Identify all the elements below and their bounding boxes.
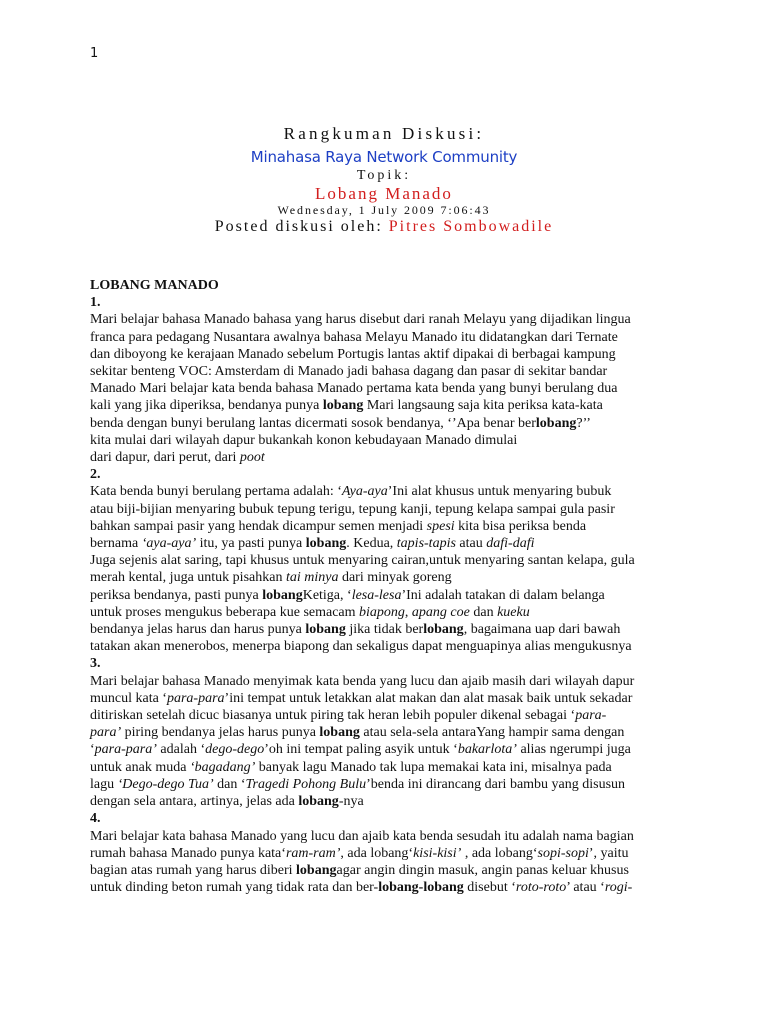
text-line: [90, 466, 690, 483]
bold-text: 3.: [90, 656, 101, 672]
text-span: , ada lobang‘: [340, 845, 414, 861]
bold-text: lobang: [296, 862, 337, 878]
post-date: Wednesday, 1 July 2009 7:06:43: [277, 203, 491, 217]
text-line: [90, 483, 690, 500]
bold-text: lobang: [305, 536, 347, 552]
text-span: kita mulai dari wilayah dapur bukankah konon kebudayaan Manado dimulai: [90, 432, 518, 448]
italic-text: Tragedi Pohong Bulu: [245, 776, 367, 792]
text-span: , ada lobang‘: [461, 845, 538, 861]
author-name: Pitres Sombowadile: [388, 218, 554, 235]
italic-text: kueku: [497, 604, 530, 620]
bold-text: lobang: [322, 398, 364, 414]
topic-title: Lobang Manado: [315, 184, 453, 203]
text-span: sekitar benteng VOC: Amsterdam di Manado jadi bahasa dagang dan pasar di sekitar bandar: [90, 364, 608, 380]
text-line: [90, 552, 690, 569]
bold-text: lobang-lobang: [378, 880, 464, 896]
text-line: [90, 294, 690, 311]
italic-text: para-para’: [94, 742, 157, 758]
text-span: piring bendanya jelas harus punya: [121, 725, 320, 741]
community-name: Minahasa Raya Network Community: [250, 148, 518, 166]
italic-text: lesa-lesa: [351, 587, 402, 603]
text-line: [90, 415, 690, 432]
text-span: kali yang jika diperiksa, bendanya punya: [90, 398, 323, 414]
bold-text: lobang: [298, 794, 339, 810]
text-span: franca para pedagang Nusantara awalnya bahasa Melayu Manado itu didatangkan dari Ternate: [90, 329, 618, 345]
text-span: lagu: [90, 776, 118, 792]
italic-text: apang coe: [411, 604, 470, 620]
italic-text: roto-roto: [515, 880, 567, 896]
italic-text: ‘aya-aya’: [141, 536, 197, 552]
text-span: bahkan sampai pasir yang hendak dicampur semen menjadi: [90, 518, 427, 534]
text-span: ?’’: [576, 415, 591, 431]
text-line: [90, 535, 690, 552]
text-span: kita bisa periksa benda: [454, 518, 587, 534]
text-line: [90, 604, 690, 621]
text-span: ’oh ini tempat paling asyik untuk ‘: [264, 742, 458, 758]
text-line: [90, 432, 690, 449]
text-span: merah kental, juga untuk pisahkan: [90, 570, 286, 586]
bold-text: lobang: [262, 587, 303, 603]
text-line: [90, 741, 690, 758]
text-line: [90, 311, 690, 328]
text-span: dari dapur, dari perut, dari: [90, 450, 240, 466]
text-span: ditiriskan setelah dicuc biasanya untuk piring tak heran lebih populer dikenal sebagai ‘: [90, 708, 576, 724]
article-heading-text: LOBANG MANADO: [90, 278, 219, 293]
text-line: [90, 363, 690, 380]
article-body: [90, 277, 690, 896]
posted-by-line: [0, 218, 768, 236]
text-span: bernama: [90, 536, 142, 552]
italic-text: biapong: [359, 604, 405, 620]
text-line: [90, 724, 690, 741]
article-heading: [90, 277, 690, 294]
article-lines: [90, 294, 690, 896]
italic-text: ‘Dego-dego Tua’: [117, 776, 214, 792]
posted-label: Posted diskusi oleh:: [214, 218, 389, 235]
text-span: ,: [404, 604, 412, 620]
text-line: [90, 793, 690, 810]
text-span: jika tidak ber: [345, 622, 424, 638]
text-span: itu, ya pasti punya: [196, 536, 306, 552]
text-span: untuk anak muda: [90, 759, 190, 775]
bold-text: lobang: [319, 725, 360, 741]
text-span: dengan sela antara, artinya, jelas ada: [90, 794, 299, 810]
text-line: [90, 707, 690, 724]
text-line: [90, 621, 690, 638]
text-line: [90, 776, 690, 793]
text-span: Manado Mari belajar kata benda bahasa Manado pertama kata benda yang bunyi berulang dua: [90, 381, 618, 397]
text-span: dan ‘: [213, 776, 246, 792]
text-line: [90, 587, 690, 604]
text-line: [90, 380, 690, 397]
text-span: ’benda ini dirancang dari bambu yang disusun: [366, 776, 626, 792]
italic-text: rogi-: [604, 880, 633, 896]
text-span: , bagaimana uap dari bawah: [463, 622, 621, 638]
text-line: [90, 879, 690, 896]
page-number: 1: [90, 46, 99, 61]
text-span: untuk proses mengukus beberapa kue semacam: [90, 604, 360, 620]
text-line: [90, 397, 690, 414]
italic-text: para-: [575, 708, 607, 724]
text-span: dan diboyong ke kerajaan Manado sebelum Portugis lantas aktif dipakai di berbagai kampung: [90, 346, 616, 362]
text-span: untuk dinding beton rumah yang tidak rata dan ber-: [90, 880, 379, 896]
text-span: ’Ini alat khusus untuk menyaring bubuk: [387, 484, 612, 500]
text-span: periksa bendanya, pasti punya: [90, 587, 263, 603]
italic-text: Aya-aya: [341, 484, 388, 500]
text-line: [90, 329, 690, 346]
text-span: bendanya jelas harus dan harus punya: [90, 622, 306, 638]
italic-text: poot: [239, 450, 265, 466]
text-line: [90, 569, 690, 586]
text-span: Kata benda bunyi berulang pertama adalah: ‘: [90, 484, 342, 500]
text-span: ’Ini adalah tatakan di dalam belanga: [401, 587, 605, 603]
text-span: ’, yaitu: [588, 845, 629, 861]
text-span: Mari belajar bahasa Manado menyimak kata benda yang lucu dan ajaib masih dari wilayah dapur: [90, 673, 635, 689]
text-span: atau biji-bijian menyaring bubuk tepung terigu, tepung kanji, tepung kelapa sampai gula pasir: [90, 501, 615, 517]
bold-text: 2.: [90, 467, 101, 483]
text-span: Juga sejenis alat saring, tapi khusus untuk menyaring cairan,untuk menyaring santan kelapa, gula: [90, 553, 635, 569]
text-span: disebut ‘: [463, 880, 516, 896]
topic-label: Topik:: [356, 168, 412, 183]
text-span: Mari belajar bahasa Manado bahasa yang harus disebut dari ranah Melayu yang dijadikan lingua: [90, 312, 631, 328]
text-span: -nya: [338, 794, 364, 810]
text-span: benda dengan bunyi berulang lantas dicermati sosok bendanya, ‘’Apa benar ber: [90, 415, 536, 431]
italic-text: dafi-dafi: [486, 536, 535, 552]
italic-text: bakarlota’: [457, 742, 517, 758]
italic-text: dego-dego: [205, 742, 265, 758]
text-line: [90, 828, 690, 845]
text-line: [90, 638, 690, 655]
text-line: [90, 845, 690, 862]
italic-text: tapis-tapis: [396, 536, 456, 552]
text-span: ’ini tempat untuk letakkan alat makan dan alat masak baik untuk sekadar: [224, 690, 633, 706]
text-span: muncul kata ‘: [90, 690, 167, 706]
text-line: [90, 673, 690, 690]
text-line: [90, 759, 690, 776]
text-span: agar angin dingin masuk, angin panas keluar khusus: [336, 862, 629, 878]
text-line: [90, 862, 690, 879]
text-span: Mari belajar kata bahasa Manado yang lucu dan ajaib kata benda sesudah itu adalah nama bagian: [90, 828, 634, 844]
text-span: tatakan akan menerobos, menerpa biapong dan sekaligus dapat menguapinya alias mengukusnya: [90, 639, 632, 655]
text-span: rumah bahasa Manado punya kata‘: [90, 845, 286, 861]
text-span: atau sela-sela antaraYang hampir sama dengan: [359, 725, 625, 741]
bold-text: lobang: [535, 415, 577, 431]
document-title: Rangkuman Diskusi:: [283, 124, 485, 143]
italic-text: tai minya: [285, 570, 339, 586]
italic-text: kisi-kisi’: [413, 845, 462, 861]
text-line: [90, 810, 690, 827]
text-line: [90, 655, 690, 672]
text-span: Mari langsaung saja kita periksa kata-kata: [363, 398, 603, 414]
italic-text: ‘bagadang’: [189, 759, 256, 775]
text-span: dan: [469, 604, 498, 620]
text-line: [90, 346, 690, 363]
italic-text: sopi-sopi: [537, 845, 589, 861]
italic-text: para’: [90, 725, 122, 741]
text-span: ‘: [90, 742, 95, 758]
text-line: [90, 690, 690, 707]
text-line: [90, 501, 690, 518]
bold-text: 4.: [90, 811, 101, 827]
bold-text: 1.: [90, 295, 101, 311]
bold-text: lobang: [305, 622, 346, 638]
text-span: . Kedua,: [346, 536, 397, 552]
text-span: adalah ‘: [156, 742, 206, 758]
text-span: dari minyak goreng: [338, 570, 452, 586]
text-span: alias ngerumpi juga: [516, 742, 631, 758]
text-span: ’ atau ‘: [566, 880, 605, 896]
text-line: [90, 518, 690, 535]
italic-text: spesi: [426, 518, 455, 534]
text-span: atau: [455, 536, 487, 552]
text-span: banyak lagu Manado tak lupa memakai kata ini, misalnya pada: [255, 759, 612, 775]
text-span: bagian atas rumah yang harus diberi: [90, 862, 297, 878]
text-span: Ketiga, ‘: [302, 587, 352, 603]
italic-text: para-para: [166, 690, 225, 706]
bold-text: lobang: [423, 622, 464, 638]
italic-text: ram-ram’: [285, 845, 341, 861]
text-line: [90, 449, 690, 466]
